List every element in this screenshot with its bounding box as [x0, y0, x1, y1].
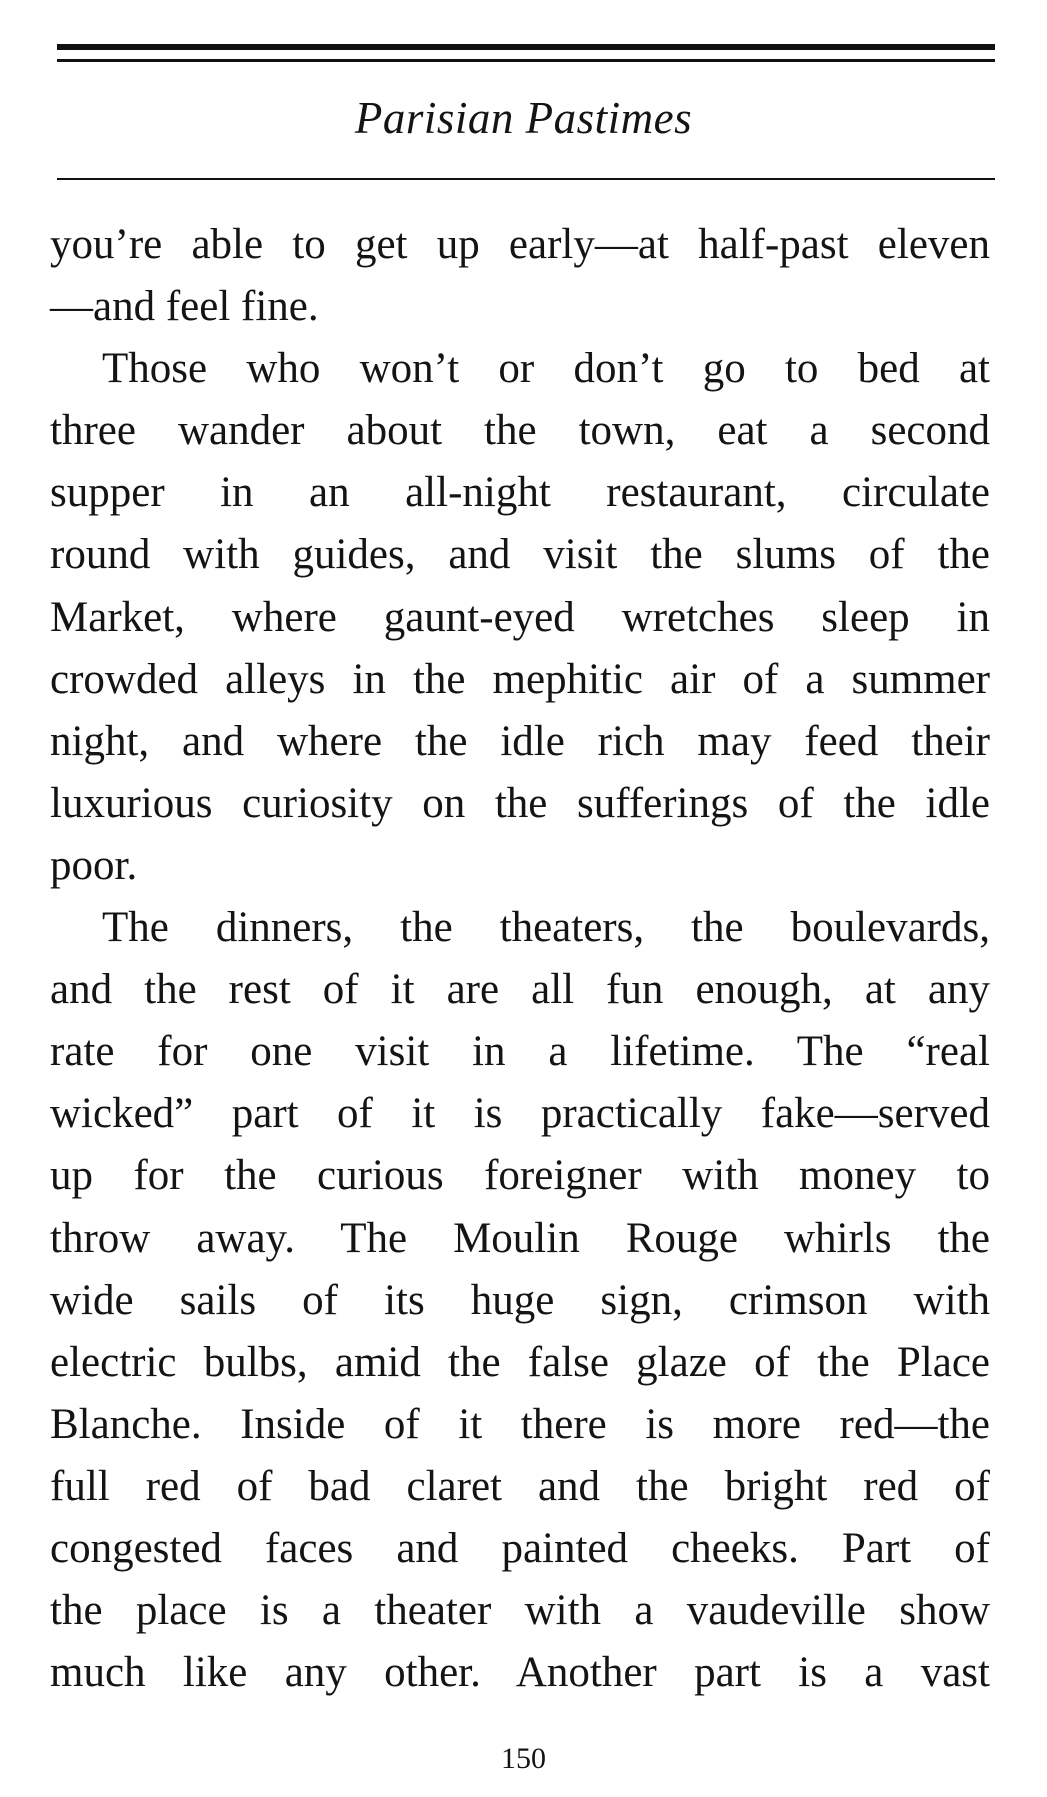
text-line: rate for one visit in a lifetime. The “real [50, 1028, 990, 1076]
text-line: congested faces and painted cheeks. Part of [50, 1524, 990, 1572]
header-rule-thick [57, 44, 995, 50]
text-line: up for the curious foreigner with money to [50, 1152, 990, 1200]
text-line: luxurious curiosity on the sufferings of the idle [50, 779, 990, 827]
text-line: crowded alleys in the mephitic air of a summer [50, 655, 990, 703]
text-line: full red of bad claret and the bright red of [50, 1462, 990, 1510]
text-line: Those who won’t or don’t go to bed at [102, 345, 990, 393]
text-line: round with guides, and visit the slums of the [50, 531, 990, 579]
running-head: Parisian Pastimes [354, 93, 693, 143]
text-line: Blanche. Inside of it there is more red—the [50, 1400, 990, 1448]
text-line: The dinners, the theaters, the boulevards, [102, 904, 990, 952]
page-number: 150 [501, 1742, 546, 1775]
text-line: Market, where gaunt-eyed wretches sleep in [50, 593, 990, 641]
text-line: wicked” part of it is practically fake—served [50, 1090, 990, 1138]
text-line: the place is a theater with a vaudeville show [50, 1587, 990, 1635]
text-line: electric bulbs, amid the false glaze of the Place [50, 1338, 990, 1386]
text-line: three wander about the town, eat a second [50, 407, 990, 455]
text-line: and the rest of it are all fun enough, at any [50, 966, 990, 1014]
header-rule-thin [57, 59, 995, 62]
text-line: throw away. The Moulin Rouge whirls the [50, 1214, 990, 1262]
body-text [50, 214, 990, 1704]
text-line: poor. [50, 841, 138, 889]
text-line: —and feel fine. [50, 283, 319, 331]
text-line: wide sails of its huge sign, crimson with [50, 1276, 990, 1324]
text-line: much like any other. Another part is a vast [50, 1649, 990, 1697]
text-line: night, and where the idle rich may feed their [50, 717, 990, 765]
running-head-rule [57, 178, 995, 180]
text-line: you’re able to get up early—at half-past eleven [50, 221, 990, 268]
text-line: supper in an all-night restaurant, circulate [50, 469, 990, 517]
